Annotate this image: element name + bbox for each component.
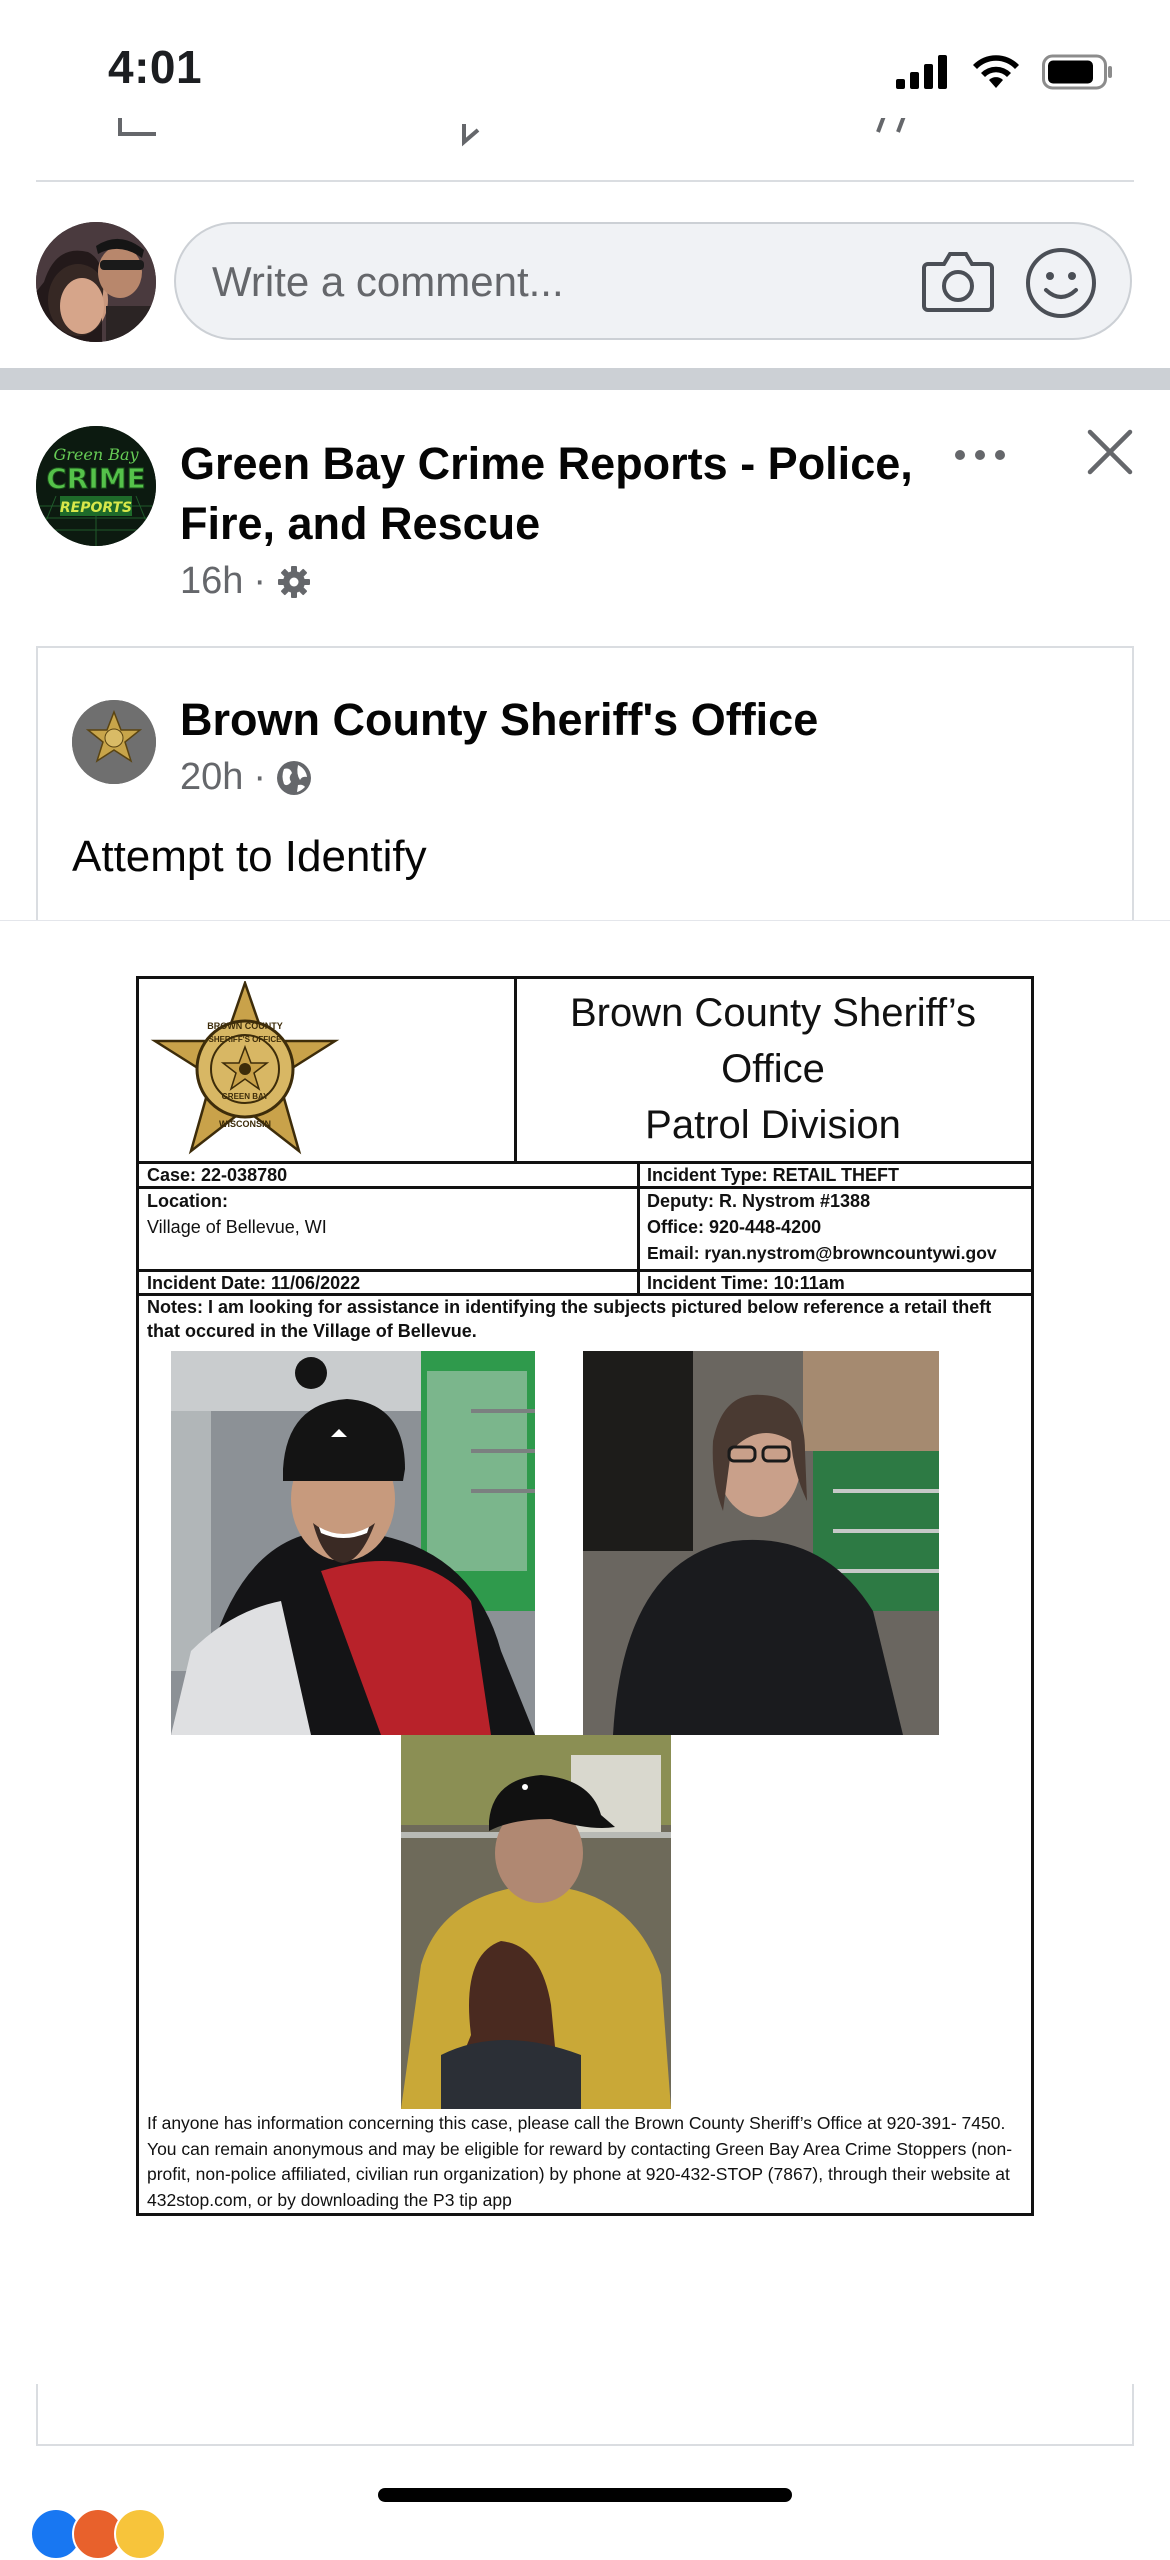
flyer-title bbox=[517, 985, 1029, 1153]
wifi-icon bbox=[972, 54, 1020, 90]
incident-type: Incident Type: RETAIL THEFT bbox=[647, 1165, 899, 1185]
original-post-time[interactable]: 20h bbox=[180, 756, 244, 798]
flyer-title-line1: Brown County Sheriff’s bbox=[569, 991, 977, 1035]
share-icon[interactable] bbox=[874, 118, 924, 146]
flyer-title-line2: Office bbox=[721, 1047, 825, 1091]
feed-separator bbox=[0, 368, 1170, 390]
meta-separator: · bbox=[253, 560, 267, 602]
share-post-meta bbox=[180, 560, 312, 603]
page-name-link[interactable]: Brown County Sheriff's Office bbox=[180, 694, 819, 745]
flyer-notes: Notes: I am looking for assistance in identifying the subjects pictured below reference a retail theft that occured in the Village of Bellevue. bbox=[147, 1297, 992, 1341]
signal-icon bbox=[896, 55, 950, 89]
incident-time: Incident Time: 10:11am bbox=[647, 1273, 845, 1293]
office-phone: Office: 920-448-4200 bbox=[647, 1217, 822, 1237]
divider bbox=[36, 180, 1134, 182]
reaction-icons[interactable] bbox=[30, 2508, 156, 2548]
previous-post-action-row bbox=[0, 118, 1170, 148]
smiley-icon[interactable] bbox=[1024, 246, 1098, 320]
flyer-title-line3: Patrol Division bbox=[645, 1103, 901, 1147]
group-logo-top: Green Bay bbox=[53, 445, 139, 464]
post-text: Attempt to Identify bbox=[72, 832, 427, 881]
status-time: 4:01 bbox=[108, 41, 203, 93]
meta-separator: · bbox=[253, 756, 267, 798]
status-icons bbox=[896, 52, 1114, 92]
home-indicator[interactable] bbox=[378, 2488, 792, 2502]
shared-post-card-bottom bbox=[36, 2384, 1134, 2446]
camera-icon[interactable] bbox=[920, 246, 996, 316]
case-number: Case: 22-038780 bbox=[147, 1165, 288, 1185]
badge-text-top: BROWN COUNTY bbox=[207, 1021, 283, 1031]
badge-text-bottom: WISCONSIN bbox=[218, 1119, 272, 1129]
more-options-icon[interactable] bbox=[950, 440, 1010, 470]
suspect-photo-1 bbox=[171, 1351, 535, 1735]
haha-reaction-icon bbox=[114, 2508, 166, 2560]
flyer bbox=[136, 976, 1034, 2216]
comment-icon[interactable] bbox=[458, 118, 488, 148]
gear-icon bbox=[276, 564, 312, 600]
badge-text-low: GREEN BAY bbox=[221, 1092, 269, 1101]
user-avatar[interactable] bbox=[36, 222, 156, 342]
group-avatar[interactable] bbox=[36, 426, 156, 546]
globe-icon bbox=[276, 760, 312, 796]
location-value: Village of Bellevue, WI bbox=[147, 1217, 327, 1237]
close-icon[interactable] bbox=[1086, 428, 1134, 476]
email: Email: ryan.nystrom@browncountywi.gov bbox=[647, 1243, 997, 1263]
like-icon[interactable] bbox=[116, 118, 166, 148]
group-logo-main: CRIME bbox=[46, 462, 146, 495]
group-name-link[interactable]: Green Bay Crime Reports - Police, Fire, and Rescue bbox=[180, 438, 913, 549]
battery-icon bbox=[1042, 54, 1114, 90]
location-label: Location: bbox=[147, 1191, 228, 1211]
comment-input[interactable] bbox=[174, 222, 1132, 340]
flyer-footer: If anyone has information concerning this case, please call the Brown County Sheriff’s Office at 920-391- 7450. You can remain anonymous and may be eligible for reward by contacting Green Bay Area Crime Stoppers (non-profit, non-police affiliated, civilian run organization) by phone at 920-432-STOP (7867), through their website at 432stop.com, or by downloading the P3 tip app bbox=[147, 2113, 1013, 2210]
deputy: Deputy: R. Nystrom #1388 bbox=[647, 1191, 871, 1211]
suspect-photo-3 bbox=[401, 1735, 671, 2109]
comment-placeholder: Write a comment... bbox=[212, 258, 564, 305]
sheriff-page-avatar[interactable] bbox=[72, 700, 156, 784]
sheriff-badge-icon bbox=[145, 981, 345, 1161]
incident-date: Incident Date: 11/06/2022 bbox=[147, 1273, 361, 1293]
share-post-time[interactable]: 16h bbox=[180, 560, 244, 602]
group-logo-sub: REPORTS bbox=[59, 500, 133, 516]
original-post-meta bbox=[180, 756, 312, 799]
suspect-photo-2 bbox=[583, 1351, 939, 1735]
badge-text-mid: SHERIFF'S OFFICE bbox=[208, 1035, 282, 1044]
